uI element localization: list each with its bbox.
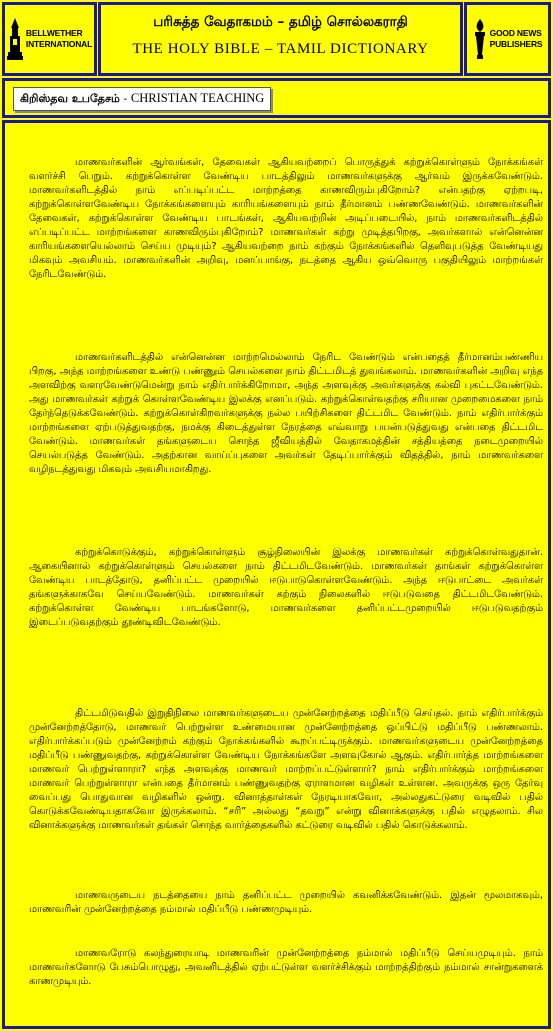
good-news-logo-text: GOOD NEWS PUBLISHERS	[489, 28, 543, 49]
section-label	[13, 87, 271, 111]
bell-tower-icon	[7, 18, 23, 60]
title-box	[98, 2, 463, 76]
title-tamil: பரிசுத்த வேதாகமம் – தமிழ் சொல்லகராதி	[153, 14, 408, 30]
paragraph: மாணவரோடு கலந்துரையாடி மாணவரின் முன்னேற்றத்தை நம்மால் மதிப்பீடு செய்யமுடியும். நாம் மாணவர்களோடு பேசும்பொழுது, அவனிடத்தில் ஏற்பட்டுள்ள வளர்ச்சிக்கும் மாற்றத்திற்கும் நம்மால் சான்றுகளைக் காணமுடியும்.	[29, 948, 543, 987]
content-panel	[2, 120, 551, 1029]
paragraph: மாணவர்களின் ஆர்வங்கள், தேவைகள் ஆகியவற்றைப் பொருத்துக் கற்றுக்கொள்ளும் நோக்கங்கள் வளர்ச்சி பெறும். கற்றுக்கொள்ள வேண்டிய பாடத்திலும் மாணவர்களுக்கு ஆர்வம் இருக்கவேண்டும். மாணவர்களிடத்தில் நாம் எப்படிப்பட்ட மாற்றத்தை காணவிரும்புகிறோம்? என்பதற்கு ஏற்றபடி, கற்றுக்கொள்ளவேண்டிய நோக்கங்களையும் காரியங்களையும் நாம் தீர்மானம் பண்ணவேண்டும். மாணவர்களின் தேவைகள், கற்றுக்கொள்ள வேண்டிய பாடங்கள், ஆகியவற்றின் அடிப்படையில், நாம் மாணவர்களிடத்தில் எப்படிப்பட்ட மாற்றங்களை காணவிரும்புகிறோம்? மாணவர்கள் கற்று முடித்தபிறகு, அவர்களால் என்னென்ன காரியங்களையெல்லாம் செய்ய முடியும்? ஆகியவற்றை நாம் கற்கும் நோக்கங்களில் தெளிவுபடுத்த வேண்டியது மிகவும் அவசியம். மாணவர்களின் அறிவு, மனப்பாங்கு, நடத்தை ஆகிய ஒவ்வொரு பகுதியிலும் மாற்றங்கள் நேரிடவேண்டும்.	[29, 157, 543, 280]
torch-icon	[473, 19, 487, 59]
section-english: CHRISTIAN TEACHING	[130, 91, 265, 105]
section-bar	[2, 78, 551, 118]
paragraph: மாணவருடைய நடத்தையை நாம் தனிப்பட்ட முறையில் கவனிக்கவேண்டும். இதன் மூலமாகவும், மாணவரின் முன்னேற்றத்தை நம்மால் மதிப்பீடு பண்ணமுடியும்.	[29, 890, 543, 915]
good-news-logo-box	[464, 2, 551, 76]
section-tamil: கிறிஸ்தவ உபதேசம்	[20, 92, 120, 105]
title-english: THE HOLY BIBLE – TAMIL DICTIONARY	[132, 41, 429, 57]
paragraph: கற்றுக்கொடுக்கும், கற்றுக்கொள்ளும் சூழ்நிலையின் இலக்கு மாணவர்கள் கற்றுக்கொள்வதுதான். ஆகையினால் கற்றுக்கொள்ளும் செயல்களை நாம் திட்டமிடவேண்டும். மாணவர்கள் தாங்கள் கற்றுக்கொள்ள வேண்டிய பாடத்தோடு, தனிப்பட்ட முறையில் ஈடுபாடுகொள்ளவேண்டும். அந்த ஈடுபாட்டை அவர்கள் தங்களுக்காகவே செய்யவேண்டும். மாணவர்கள் கற்கும் நிலைகளில் ஈடுபடுவதை திட்டமிடவேண்டும். கற்றுக்கொள்ள வேண்டிய பாடங்களோடு, மாணவர்களை தனிப்பட்டமுறையில் ஈடுபடுவதற்கும் இடைப்படுவதற்கும் தூண்டிவிடவேண்டும்.	[29, 547, 543, 628]
paragraph: மாணவர்களிடத்தில் என்னென்ன மாற்றமெல்லாம் நேரிட வேண்டும் என்பதைத் தீர்மானம்பண்ணிய பிறகு, அந்த மாற்றங்களை உண்டு பண்ணும் செயல்களை நாம் திட்டமிடத் துவங்கலாம். மாணவர்களின் அறிவு எந்த அளவிற்கு வளரவேண்டுமென்று நாம் எதிர்பார்க்கிறோமா, அந்த அளவுக்கு அவர்களுக்கு கல்வி புகட்டவேண்டும். அது மாணவர்கள் கற்றுக் கொள்ளவேண்டிய இலக்கு எனப்படும். கற்றுக்கொள்வதற்கு சரியான முறைமைகளை நாம் தேர்ந்தெடுக்கவேண்டும். கற்றுக்கொள்கிறவர்களுக்கு நல்ல பயிற்சிகளை திட்டமிட வேண்டும். நாம் எதிர்பார்க்கும் மாற்றங்களை ஏற்படுத்துவதற்கு, நமக்கு கிடைத்துள்ள நேரத்தை எவ்வாறு பயன்படுத்துவது என்பதை திட்டமிட வேண்டும். மாணவர்கள் தங்களுடைய சொந்த ஜீவியத்தில் வேதாகமத்தின் சத்தியத்தை நடைமுறையில் செயல்படுத்த வேண்டும். அதற்கான வாய்ப்புகளை அவர்கள் தேடிப்பார்க்கும் விதத்தில், நாம் மாணவர்களை வழிநடத்துவது மிகவும் அவசியமாகிறது.	[29, 352, 543, 475]
section-separator: -	[119, 92, 131, 105]
bellwether-logo-text: BELLWETHER INTERNATIONAL	[25, 28, 93, 49]
bellwether-logo-box	[2, 2, 97, 76]
paragraph: திட்டமிடுவதில் இறுதிநிலை மாணவர்களுடைய முன்னேற்றத்தை மதிப்பீடு செய்தல். நாம் எதிர்பார்க்கும் முன்னேற்றத்தோடு, மாணவர் பெற்றுள்ள உண்மையான முன்னேற்றத்தை ஒப்பிட்டு மதிப்பீடு பண்ணலாம். எதிர்பார்க்கப்படும் முன்னேற்றம் கற்கும் நோக்கங்களில் கூறப்பட்டிருக்கும். மாணவர்களுடைய முன்னேற்றத்தை மதிப்பீடு பண்ணுவதற்கு, கற்றுக்கொள்ள வேண்டிய நோக்கங்களே அளவுகோல் ஆகும். எதிர்பார்த்த மாற்றங்களை மாணவர் பெற்றுள்ளாரா? எந்த அளவுக்கு மாணவர் மாற்றப்பட்டுள்ளார்? நாம் எதிர்பார்க்கும் மாற்றங்களை மாணவர் பெற்றுள்ளாரா என்பதை தீர்மானம் பண்ணுவதற்கு ஏராளமான வழிகள் உள்ளன. அவருக்கு ஒரு தேர்வு வைப்பது பொதுவான வழிகளில் ஒன்று. வினாத்தாள்கள் நேரடியாகவோ, அல்லதுகட்டுரை வடிவில் பதில் கொடுக்கவேண்டியதாகவோ இருக்கலாம். “சரி” அல்லது “தவறு” என்று வினாக்களுக்கு பதில் எழுதலாம். சில வினாக்களுக்கு மாணவர்கள் தங்கள் சொந்த வார்த்தைகளில் கட்டுரை வடிவில் பதில் கொடுக்கலாம்.	[29, 708, 543, 831]
